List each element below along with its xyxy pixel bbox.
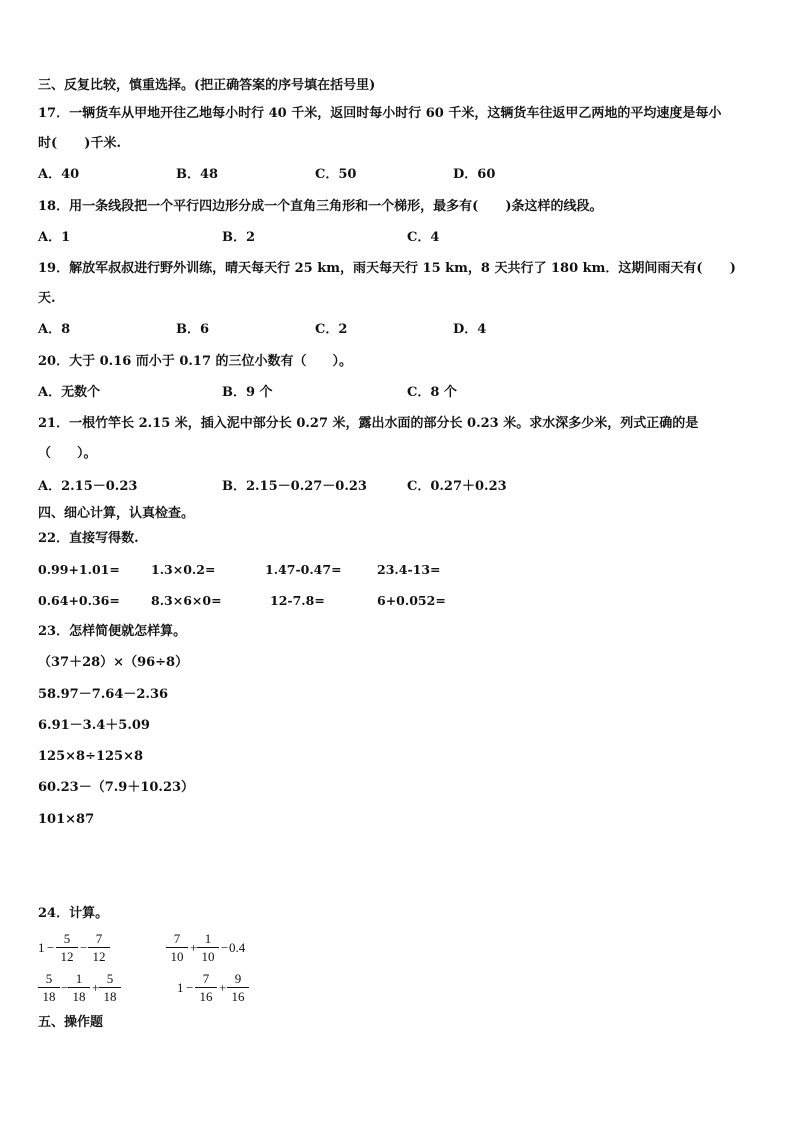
fraction (166, 931, 188, 964)
numerator: 9 (234, 971, 242, 986)
denominator: 18 (72, 989, 86, 1004)
section-3-heading: 三、反复比较，慎重选择。(把正确答案的序号填在括号里) (38, 78, 376, 93)
numerator: 1 (75, 971, 83, 986)
q22-item: 0.64+0.36= (38, 593, 120, 608)
numerator: 7 (95, 931, 103, 946)
numerator: 7 (202, 971, 210, 986)
q22-item: 23.4-13= (377, 562, 441, 577)
q17-text-line2: 时( )千米. (38, 136, 121, 151)
numerator: 5 (106, 971, 114, 986)
q23-title: 23．怎样简便就怎样算。 (38, 624, 187, 639)
section-5-heading: 五、操作题 (38, 1015, 104, 1030)
fraction (197, 931, 219, 964)
denominator: 10 (170, 949, 184, 964)
q23-expression: 58.97－7.64－2.36 (38, 687, 169, 702)
q20-text: 20．大于 0.16 而小于 0.17 的三位小数有（ ）。 (38, 354, 353, 369)
fraction (56, 931, 78, 964)
q20-option-c: C．8 个 (407, 385, 457, 400)
fraction (99, 971, 121, 1004)
q22-item: 1.3×0.2= (151, 562, 216, 577)
operator: − (80, 940, 88, 955)
numerator: 7 (173, 931, 181, 946)
denominator: 16 (231, 989, 245, 1004)
fraction (195, 971, 217, 1004)
q17-text-line1: 17．一辆货车从甲地开往乙地每小时行 40 千米，返回时每小时行 60 千米，这辆货车往返甲乙两地的平均速度是每小 (38, 106, 722, 121)
denominator: 18 (42, 989, 56, 1004)
denominator: 10 (201, 949, 215, 964)
numerator: 5 (63, 931, 71, 946)
q19-option-d: D．4 (453, 322, 487, 337)
q20-option-a: A．无数个 (38, 385, 101, 400)
q17-option-a: A．40 (38, 167, 80, 182)
q19-option-a: A．8 (38, 322, 71, 337)
q18-option-c: C．4 (407, 230, 440, 245)
q23-expression: （37＋28）×（96÷8） (38, 655, 189, 670)
q22-item: 12-7.8= (270, 593, 325, 608)
q23-expression: 6.91－3.4＋5.09 (38, 718, 150, 733)
q21-text-line1: 21．一根竹竿长 2.15 米，插入泥中部分长 0.27 米，露出水面的部分长 0.23 米。求水深多少米，列式正确的是 (38, 416, 699, 431)
q22-title: 22．直接写得数. (38, 531, 139, 546)
q17-option-b: B．48 (176, 167, 219, 182)
q21-text-line2: （ ）。 (38, 446, 97, 461)
denominator: 18 (103, 989, 117, 1004)
numerator: 5 (45, 971, 53, 986)
decimal-term: 0.4 (229, 940, 246, 955)
q23-expression: 101×87 (38, 812, 95, 827)
fraction (68, 971, 90, 1004)
q22-item: 1.47-0.47= (265, 562, 342, 577)
q22-item: 6+0.052= (377, 593, 446, 608)
fraction (227, 971, 249, 1004)
q21-option-b: B．2.15－0.27－0.23 (222, 479, 367, 494)
q19-text-line2: 天. (38, 291, 56, 306)
operator: − (47, 940, 55, 955)
q18-text: 18．用一条线段把一个平行四边形分成一个直角三角形和一个梯形，最多有( )条这样的线段。 (38, 199, 603, 214)
q17-option-c: C．50 (315, 167, 357, 182)
q22-item: 0.99+1.01= (38, 562, 120, 577)
denominator: 12 (60, 949, 74, 964)
operator: − (186, 980, 194, 995)
operator: − (221, 940, 229, 955)
operator: + (92, 980, 100, 995)
q18-option-b: B．2 (222, 230, 256, 245)
q17-option-d: D．60 (453, 167, 496, 182)
leading-term: 1 (38, 940, 45, 955)
q20-option-b: B．9 个 (222, 385, 273, 400)
operator: + (219, 980, 227, 995)
q22-item: 8.3×6×0= (151, 593, 222, 608)
leading-term: 1 (177, 980, 184, 995)
operator: + (190, 940, 198, 955)
q19-option-c: C．2 (315, 322, 348, 337)
denominator: 12 (92, 949, 106, 964)
q24-title: 24．计算。 (38, 906, 109, 921)
numerator: 1 (204, 931, 212, 946)
q21-option-c: C．0.27＋0.23 (407, 479, 507, 494)
fraction (88, 931, 110, 964)
q18-option-a: A．1 (38, 230, 71, 245)
section-4-heading: 四、细心计算，认真检查。 (38, 506, 195, 521)
q19-text-line1: 19．解放军叔叔进行野外训练，晴天每天行 25 km，雨天每天行 15 km，8 天共行了 180 km．这期间雨天有( ) (38, 261, 736, 276)
q23-expression: 125×8÷125×8 (38, 749, 144, 764)
fraction (38, 971, 60, 1004)
q23-expression: 60.23－（7.9＋10.23） (38, 780, 195, 795)
denominator: 16 (199, 989, 213, 1004)
operator: − (61, 980, 69, 995)
q21-option-a: A．2.15－0.23 (38, 479, 138, 494)
q19-option-b: B．6 (176, 322, 210, 337)
